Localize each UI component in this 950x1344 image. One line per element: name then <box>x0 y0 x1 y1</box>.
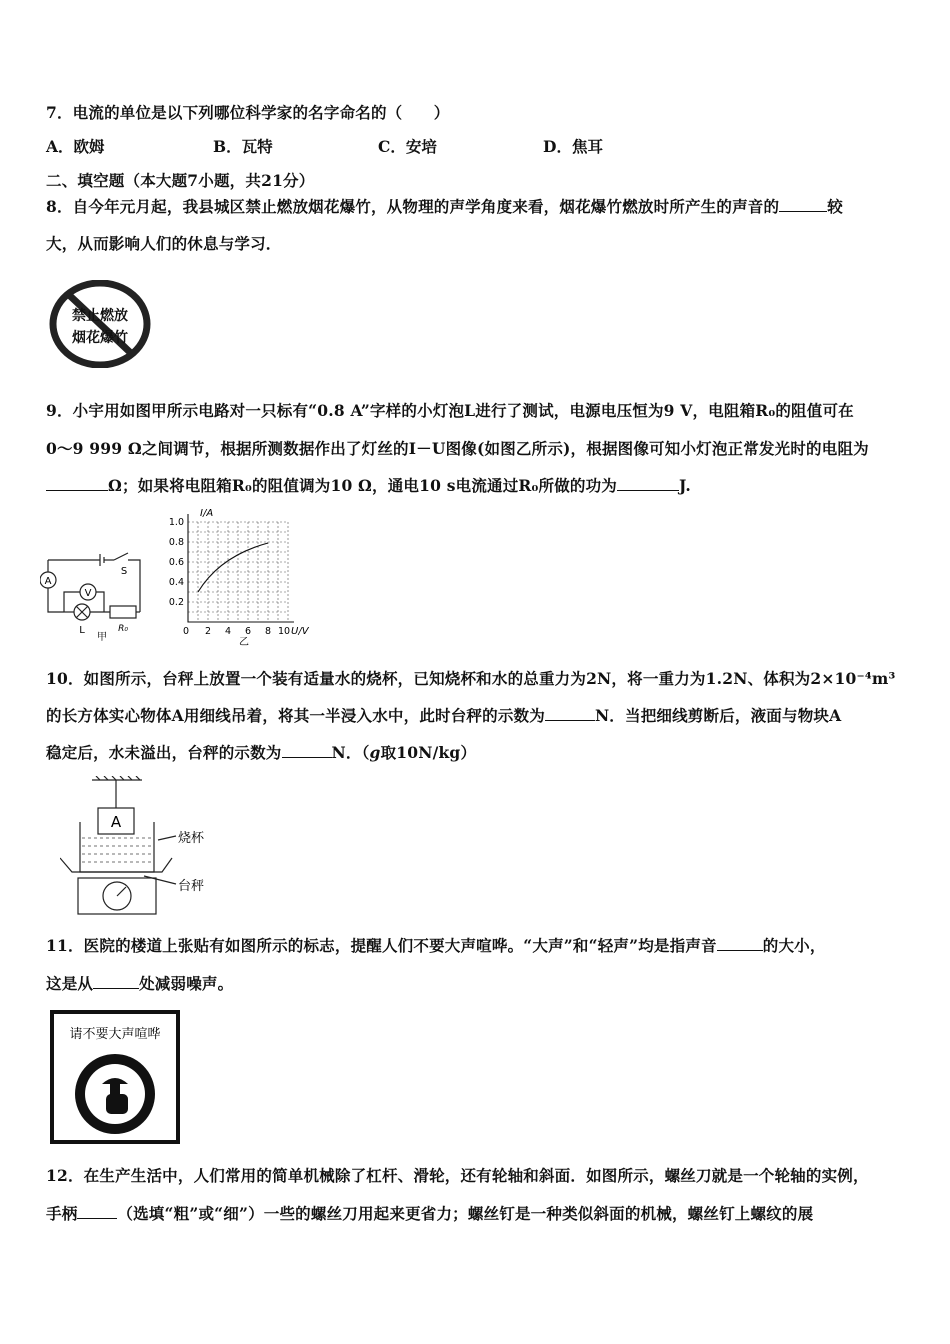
q9-line1: 9．小宇用如图甲所示电路对一只标有“0.8 A”字样的小灯泡L进行了测试，电源电压恒为9 V，电阻箱R₀的阻值可在 <box>46 401 854 420</box>
answer-blank[interactable] <box>779 197 827 212</box>
answer-blank[interactable] <box>617 476 679 491</box>
q11-text-b: 的大小， <box>762 936 826 955</box>
answer-blank[interactable] <box>717 936 763 951</box>
y-tick: 0.4 <box>168 577 184 588</box>
q8-line2: 大，从而影响人们的休息与学习． <box>46 234 282 253</box>
switch-label: S <box>120 566 128 577</box>
q10-text-c: 稳定后，水未溢出，台秤的示数为 <box>46 743 282 762</box>
graph-xlabel: U/V <box>291 626 309 637</box>
q7-option-a: A．欧姆 <box>46 137 105 156</box>
circuit-diagram <box>40 544 148 642</box>
q9-line3 <box>46 474 691 496</box>
q11-line2 <box>46 972 233 994</box>
q12-line1: 12．在生产生活中，人们常用的简单机械除了杠杆、滑轮，还有轮轴和斜面．如图所示，螺丝刀就是一个轮轴的实例， <box>46 1166 869 1185</box>
beaker-scale-figure <box>60 776 230 918</box>
q9-text-a: Ω；如果将电阻箱R₀的阻值调为10 Ω，通电10 s电流通过R₀所做的功为 <box>108 476 617 495</box>
q10-line1: 10．如图所示，台秤上放置一个装有适量水的烧杯，已知烧杯和水的总重力为2N，将一重力为1.2N、体积为2×10⁻⁴m³ <box>46 669 896 688</box>
firecracker-ban-sign <box>48 280 152 368</box>
graph-caption: 乙 <box>239 637 249 646</box>
quiet-sign-text: 请不要大声喧哗 <box>69 1027 161 1042</box>
q12-line2 <box>46 1202 813 1224</box>
q11-text-c: 这是从 <box>46 974 94 993</box>
answer-blank[interactable] <box>545 706 595 721</box>
q10-text-e: 取10N/kg） <box>380 743 477 762</box>
graph-ylabel: I/A <box>200 508 214 519</box>
y-tick: 1.0 <box>168 517 184 528</box>
answer-blank[interactable] <box>77 1204 117 1219</box>
lamp-label: L <box>79 625 85 636</box>
q7-option-d: D．焦耳 <box>543 137 603 156</box>
answer-blank[interactable] <box>282 743 332 758</box>
q8-text-a: 8．自今年元月起，我县城区禁止燃放烟花爆竹，从物理的声学角度来看，烟花爆竹燃放时所产生的声音的 <box>46 197 780 216</box>
x-tick: 10 <box>277 626 291 637</box>
q12-text-a: 手柄 <box>46 1204 78 1223</box>
ammeter-label: A <box>44 576 52 587</box>
q10-text-d: N．（ <box>331 743 370 762</box>
x-tick: 8 <box>264 626 272 637</box>
q10-line2 <box>46 704 841 726</box>
q12-text-b: （选填“粗”或“细”）一些的螺丝刀用起来更省力；螺丝钉是一种类似斜面的机械，螺丝钉上螺纹的展 <box>117 1204 814 1223</box>
y-tick: 0.8 <box>168 537 184 548</box>
q10-text-a: 的长方体实心物体A用细线吊着，将其一半浸入水中，此时台秤的示数为 <box>46 706 545 725</box>
resistor-label: R₀ <box>118 624 128 634</box>
scale-label: 台秤 <box>178 879 205 894</box>
q10-g-symbol: g <box>369 743 381 762</box>
section-title: 二、填空题（本大题7小题，共21分） <box>46 171 315 190</box>
x-tick: 6 <box>244 626 252 637</box>
y-tick: 0.2 <box>168 597 184 608</box>
answer-blank[interactable] <box>93 974 139 989</box>
q11-line1 <box>46 934 826 956</box>
x-tick: 2 <box>204 626 212 637</box>
q7-option-b: B．瓦特 <box>213 137 273 156</box>
q11-text-d: 处减弱噪声。 <box>139 974 234 993</box>
circuit-caption: 甲 <box>97 632 107 642</box>
q7-stem: 7．电流的单位是以下列哪位科学家的名字命名的（ ） <box>46 103 450 122</box>
iu-graph <box>160 506 320 646</box>
y-tick: 0.6 <box>168 557 184 568</box>
x-tick: 4 <box>224 626 232 637</box>
q11-text-a: 11．医院的楼道上张贴有如图所示的标志，提醒人们不要大声喧哗。“大声”和“轻声”均是指声音 <box>46 936 717 955</box>
block-a-label: A <box>110 813 122 831</box>
quiet-sign <box>50 1010 180 1144</box>
q10-line3 <box>46 741 476 763</box>
q9-line2: 0～9 999 Ω之间调节，根据所测数据作出了灯丝的I－U图像(如图乙所示)，根据图像可知小灯泡正常发光时的电阻为 <box>46 439 869 458</box>
sign-text-top: 禁止燃放 <box>72 308 128 324</box>
q7-option-c: C．安培 <box>378 137 437 156</box>
q10-text-b: N．当把细线剪断后，液面与物块A <box>594 706 842 725</box>
voltmeter-label: V <box>84 588 92 599</box>
q9-text-b: J. <box>679 476 691 495</box>
answer-blank[interactable] <box>46 476 108 491</box>
sign-text-bottom: 烟花爆竹 <box>72 330 128 346</box>
beaker-label: 烧杯 <box>178 831 205 846</box>
q8-text-b: 较 <box>827 197 843 216</box>
x-tick: 0 <box>182 626 190 637</box>
q8-line1 <box>46 195 843 217</box>
